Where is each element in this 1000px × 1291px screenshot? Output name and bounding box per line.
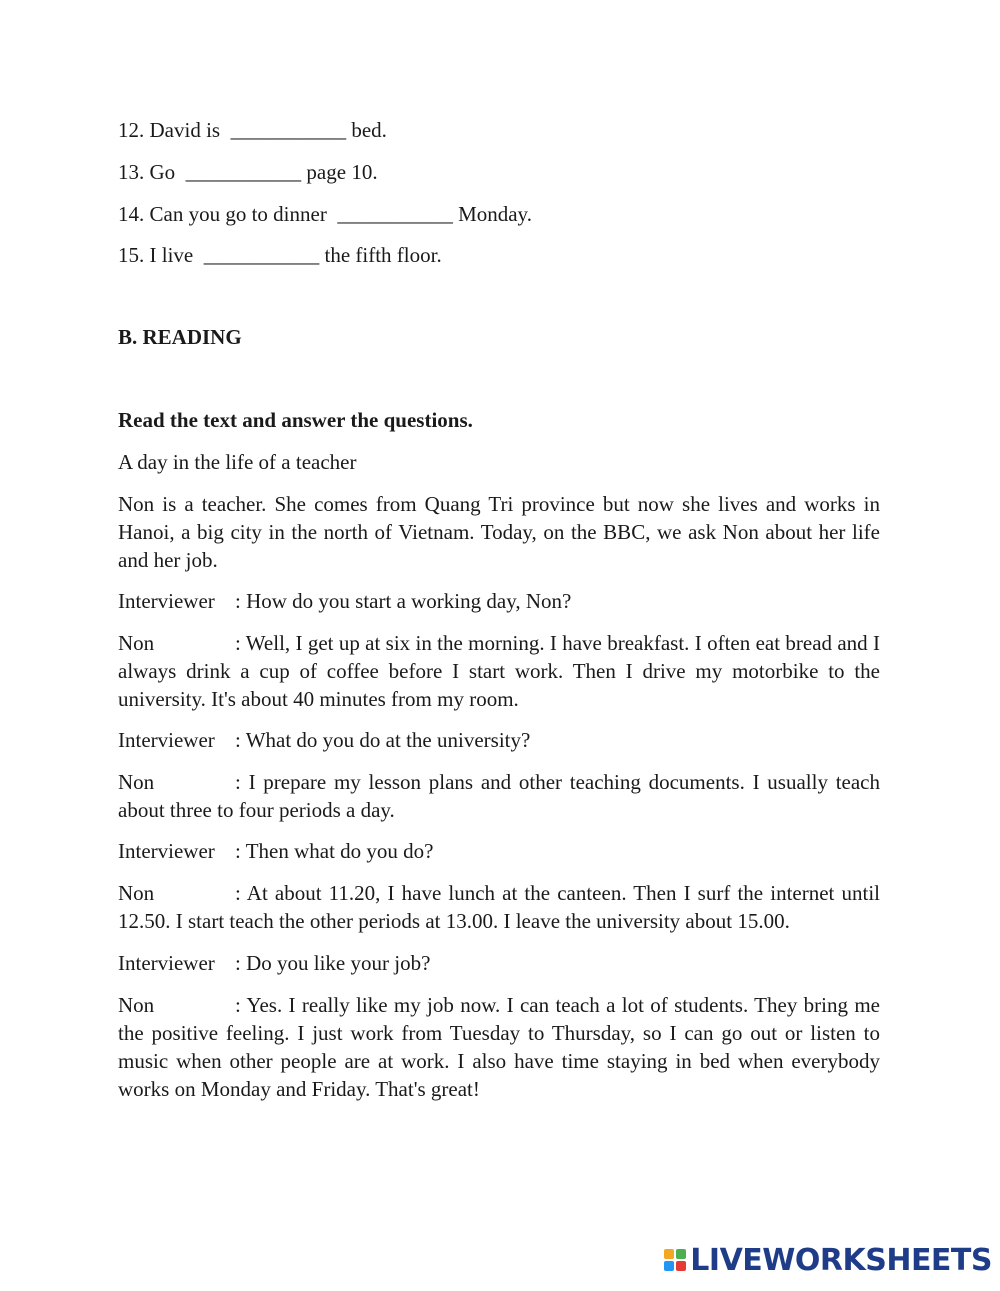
- dialogue-line: [118, 949, 880, 977]
- utterance: : I prepare my lesson plans and other teaching documents. I usually teach about three to four periods a day.: [118, 770, 880, 822]
- logo-square: [664, 1249, 674, 1259]
- logo-square: [676, 1249, 686, 1259]
- instruction: Read the text and answer the questions.: [118, 408, 473, 432]
- utterance: : At about 11.20, I have lunch at the canteen. Then I surf the internet until 12.50. I start teach the other periods at 13.00. I leave the university about 15.00.: [118, 881, 880, 933]
- logo-text: LIVEWORKSHEETS: [690, 1242, 992, 1278]
- speaker: Interviewer: [118, 951, 215, 975]
- logo-square: [664, 1261, 674, 1271]
- exercise-13: 13. Go ___________ page 10.: [118, 160, 378, 184]
- dialogue-line: [118, 837, 880, 865]
- answer-blank[interactable]: ___________: [230, 118, 347, 142]
- dialogue-line: [118, 726, 880, 754]
- dialogue-line: [118, 768, 880, 824]
- utterance: : How do you start a working day, Non?: [235, 589, 572, 613]
- dialogue-line: [118, 629, 880, 713]
- speaker: Non: [118, 993, 155, 1017]
- speaker: Interviewer: [118, 728, 215, 752]
- logo-square: [676, 1261, 686, 1271]
- speaker: Non: [118, 770, 155, 794]
- utterance: : Then what do you do?: [235, 839, 434, 863]
- logo-mark-icon: [664, 1249, 686, 1271]
- utterance: : Do you like your job?: [235, 951, 431, 975]
- dialogue-line: [118, 879, 880, 935]
- answer-blank[interactable]: ___________: [203, 243, 320, 267]
- exercise-14: 14. Can you go to dinner ___________ Monday.: [118, 202, 532, 226]
- answer-blank[interactable]: ___________: [337, 202, 453, 226]
- section-heading: B. READING: [118, 325, 242, 349]
- dialogue-line: [118, 587, 880, 615]
- text-title: A day in the life of a teacher: [118, 450, 357, 474]
- liveworksheets-logo: [664, 1243, 992, 1277]
- speaker: Non: [118, 881, 155, 905]
- exercise-12: 12. David is ___________ bed.: [118, 118, 387, 142]
- speaker: Interviewer: [118, 839, 215, 863]
- exercise-15: 15. I live ___________ the fifth floor.: [118, 243, 442, 267]
- utterance: : What do you do at the university?: [235, 728, 531, 752]
- utterance: : Well, I get up at six in the morning. I have breakfast. I often eat bread and I always drink a cup of coffee before I start work. Then I drive my motorbike to the university. It's about 40 minutes from my room.: [118, 631, 880, 711]
- speaker: Interviewer: [118, 589, 215, 613]
- answer-blank[interactable]: ___________: [185, 160, 302, 184]
- utterance: : Yes. I really like my job now. I can teach a lot of students. They bring me the positive feeling. I just work from Tuesday to Thursday, so I can go out or listen to music when other people are at work. I also have time staying in bed when everybody works on Monday and Friday. That's great!: [118, 993, 880, 1101]
- intro-paragraph: Non is a teacher. She comes from Quang Tri province but now she lives and works in Hanoi, a big city in the north of Vietnam. Today, on the BBC, we ask Non about her life and her job.: [118, 492, 880, 572]
- speaker: Non: [118, 631, 155, 655]
- dialogue-line: [118, 991, 880, 1103]
